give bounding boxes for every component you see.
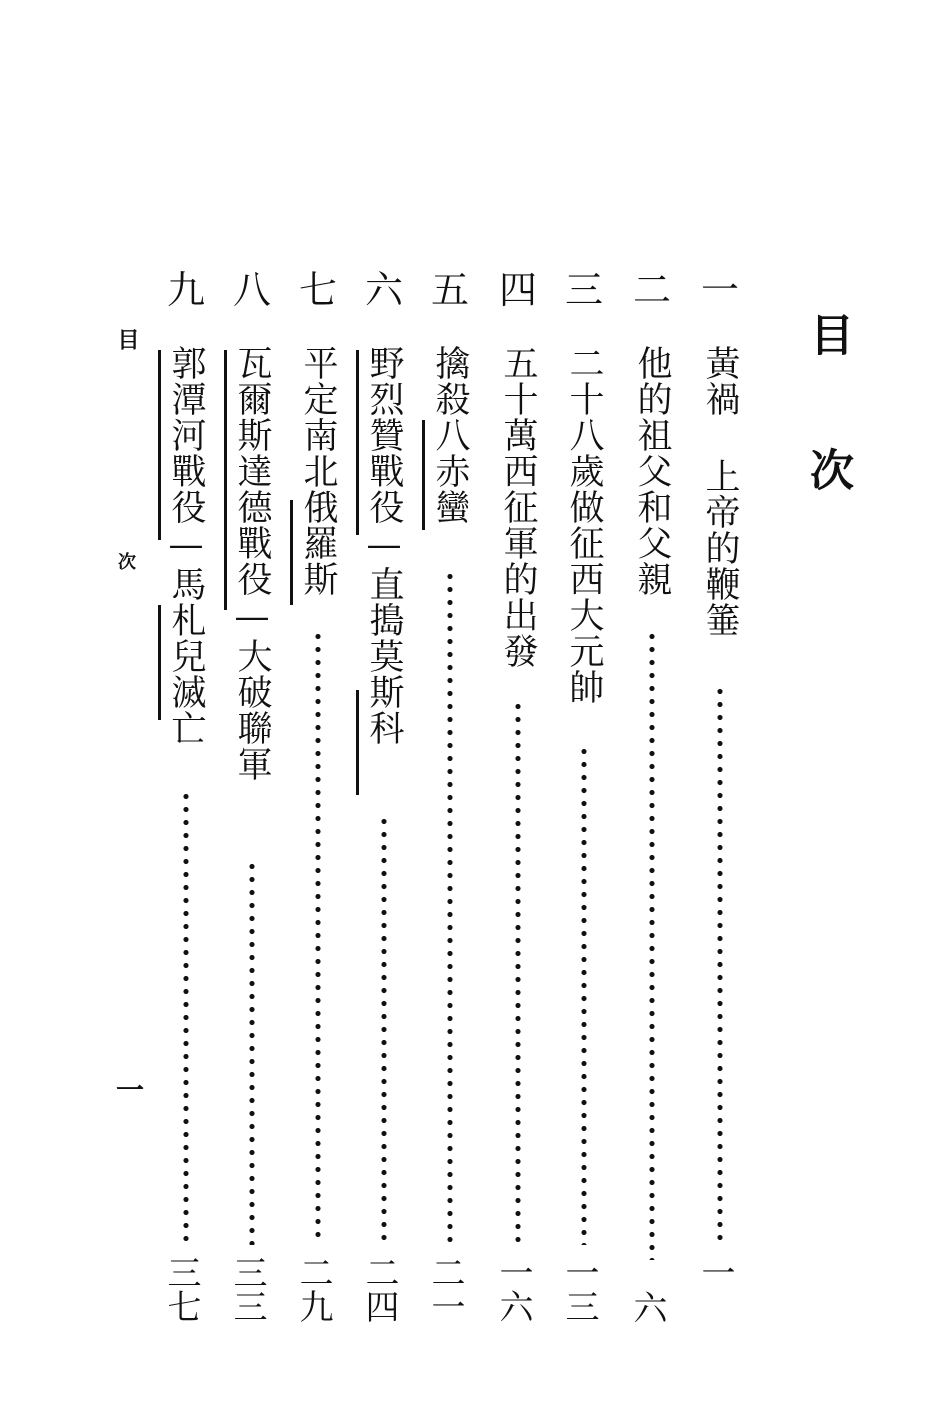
- entry-title: 瓦爾斯達德戰役—大破聯軍: [232, 345, 272, 782]
- leader-dots: [378, 815, 390, 1245]
- entry-page: 二一: [425, 1255, 465, 1323]
- entry-title: 他的祖父和父親: [632, 345, 672, 597]
- entry-page: 一六: [493, 1255, 533, 1323]
- title-bracket: [224, 350, 227, 610]
- entry-number: 八: [232, 268, 271, 312]
- entry-number: 三: [564, 268, 603, 312]
- leader-dots: [312, 630, 324, 1245]
- entry-number: 七: [298, 268, 337, 312]
- entry-number: 二: [632, 268, 671, 312]
- leader-dots: [646, 630, 658, 1260]
- entry-number: 五: [430, 268, 469, 312]
- title-bracket: [422, 420, 425, 530]
- entry-number: 九: [166, 268, 205, 312]
- entry-title: 平定南北俄羅斯: [298, 345, 338, 597]
- entry-title: 二十八歲做征西大元帥: [564, 345, 604, 705]
- toc-entry-6: [354, 0, 414, 1412]
- entry-page: 一: [695, 1255, 735, 1289]
- entry-page: 六: [627, 1290, 667, 1324]
- toc-entry-4: [488, 0, 548, 1412]
- entry-title: 郭潭河戰役—馬札兒滅亡: [166, 345, 206, 746]
- folio-page-number: 一: [112, 1075, 145, 1103]
- entry-page: 三七: [161, 1255, 201, 1323]
- toc-entry-5: [420, 0, 480, 1412]
- leader-dots: [246, 860, 258, 1245]
- toc-entry-1: [690, 0, 750, 1412]
- entry-page: 二九: [293, 1255, 333, 1323]
- entry-number: 四: [498, 268, 537, 312]
- entry-title: 五十萬西征軍的出發: [498, 345, 538, 669]
- leader-dots: [512, 700, 524, 1245]
- toc-entry-2: [622, 0, 682, 1412]
- toc-title: 目 次: [802, 312, 853, 511]
- title-bracket: [356, 690, 359, 795]
- running-header: 目: [114, 328, 140, 350]
- entry-title: 擒殺八赤蠻: [430, 345, 470, 525]
- entry-page: 二四: [359, 1255, 399, 1323]
- title-bracket: [356, 350, 359, 535]
- leader-dots: [444, 570, 456, 1245]
- entry-number: 六: [364, 268, 403, 312]
- toc-entry-9: [156, 0, 216, 1412]
- toc-entry-8: [222, 0, 282, 1412]
- leader-dots: [578, 745, 590, 1245]
- toc-entry-3: [554, 0, 614, 1412]
- leader-dots: [714, 685, 726, 1245]
- leader-dots: [180, 790, 192, 1245]
- running-header-2: 次: [115, 552, 136, 570]
- entry-title: 野烈贊戰役—直搗莫斯科: [364, 345, 404, 746]
- toc-entry-7: [288, 0, 348, 1412]
- entry-title: 黃禍 上帝的鞭箠: [700, 345, 740, 638]
- entry-page: 一三: [559, 1255, 599, 1323]
- entry-number: 一: [700, 268, 739, 312]
- title-bracket: [158, 350, 161, 540]
- title-bracket: [158, 605, 161, 720]
- title-bracket: [290, 500, 293, 605]
- entry-page: 三三: [227, 1255, 267, 1323]
